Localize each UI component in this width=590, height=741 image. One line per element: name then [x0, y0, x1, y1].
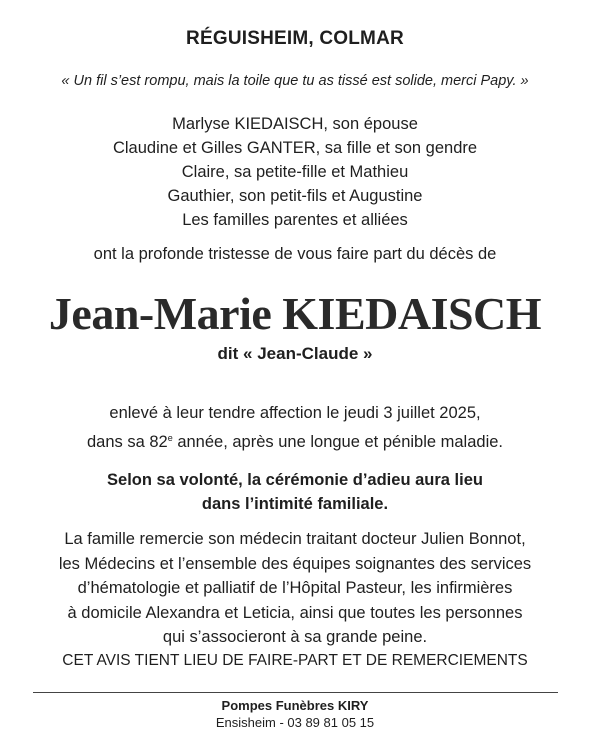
thanks-line: les Médecins et l’ensemble des équipes soignantes des services [58, 554, 532, 573]
announcement-intro: ont la profonde tristesse de vous faire part du décès de [93, 245, 497, 263]
family-member: Claire, sa petite-fille et Mathieu [181, 163, 409, 181]
wish-line: dans l’intimité familiale. [201, 495, 389, 513]
thanks-paragraph [0, 527, 590, 650]
family-member: Gauthier, son petit-fils et Augustine [167, 187, 423, 205]
thanks-line: La famille remercie son médecin traitant docteur Julien Bonnot, [64, 530, 526, 548]
funeral-home-contact: Ensisheim - 03 89 81 05 15 [215, 715, 375, 730]
age-prefix: dans sa 82 [87, 433, 168, 451]
epitaph-quote: « Un fil s’est rompu, mais la toile que tu as tissé est solide, merci Papy. » [61, 73, 529, 89]
deceased-name: Jean-Marie KIEDAISCH [48, 288, 542, 339]
family-member: Les familles parentes et alliées [182, 211, 408, 229]
age-line [0, 426, 590, 455]
death-details [0, 401, 590, 455]
ordinal-suffix: e [167, 433, 173, 443]
location-heading: RÉGUISHEIM, COLMAR [186, 28, 404, 49]
notice-statement: CET AVIS TIENT LIEU DE FAIRE-PART ET DE REMERCIEMENTS [62, 652, 528, 669]
family-list [0, 112, 590, 232]
family-member: Marlyse KIEDAISCH, son épouse [172, 115, 418, 133]
funeral-home-name: Pompes Funèbres KIRY [221, 698, 369, 713]
thanks-line: à domicile Alexandra et Leticia, ainsi que toutes les personnes [67, 603, 523, 622]
thanks-line: qui s’associeront à sa grande peine. [162, 628, 428, 646]
wish-line: Selon sa volonté, la cérémonie d’adieu aura lieu [107, 471, 483, 489]
thanks-line: d’hématologie et palliatif de l’Hôpital Pasteur, les infirmières [77, 579, 513, 597]
deceased-nickname: dit « Jean-Claude » [217, 344, 373, 363]
ceremony-wish [0, 468, 590, 516]
age-suffix: année, après une longue et pénible maladie. [172, 433, 503, 451]
family-member: Claudine et Gilles GANTER, sa fille et son gendre [112, 139, 478, 157]
divider [33, 692, 558, 693]
death-date-line: enlevé à leur tendre affection le jeudi 3 juillet 2025, [109, 404, 481, 422]
